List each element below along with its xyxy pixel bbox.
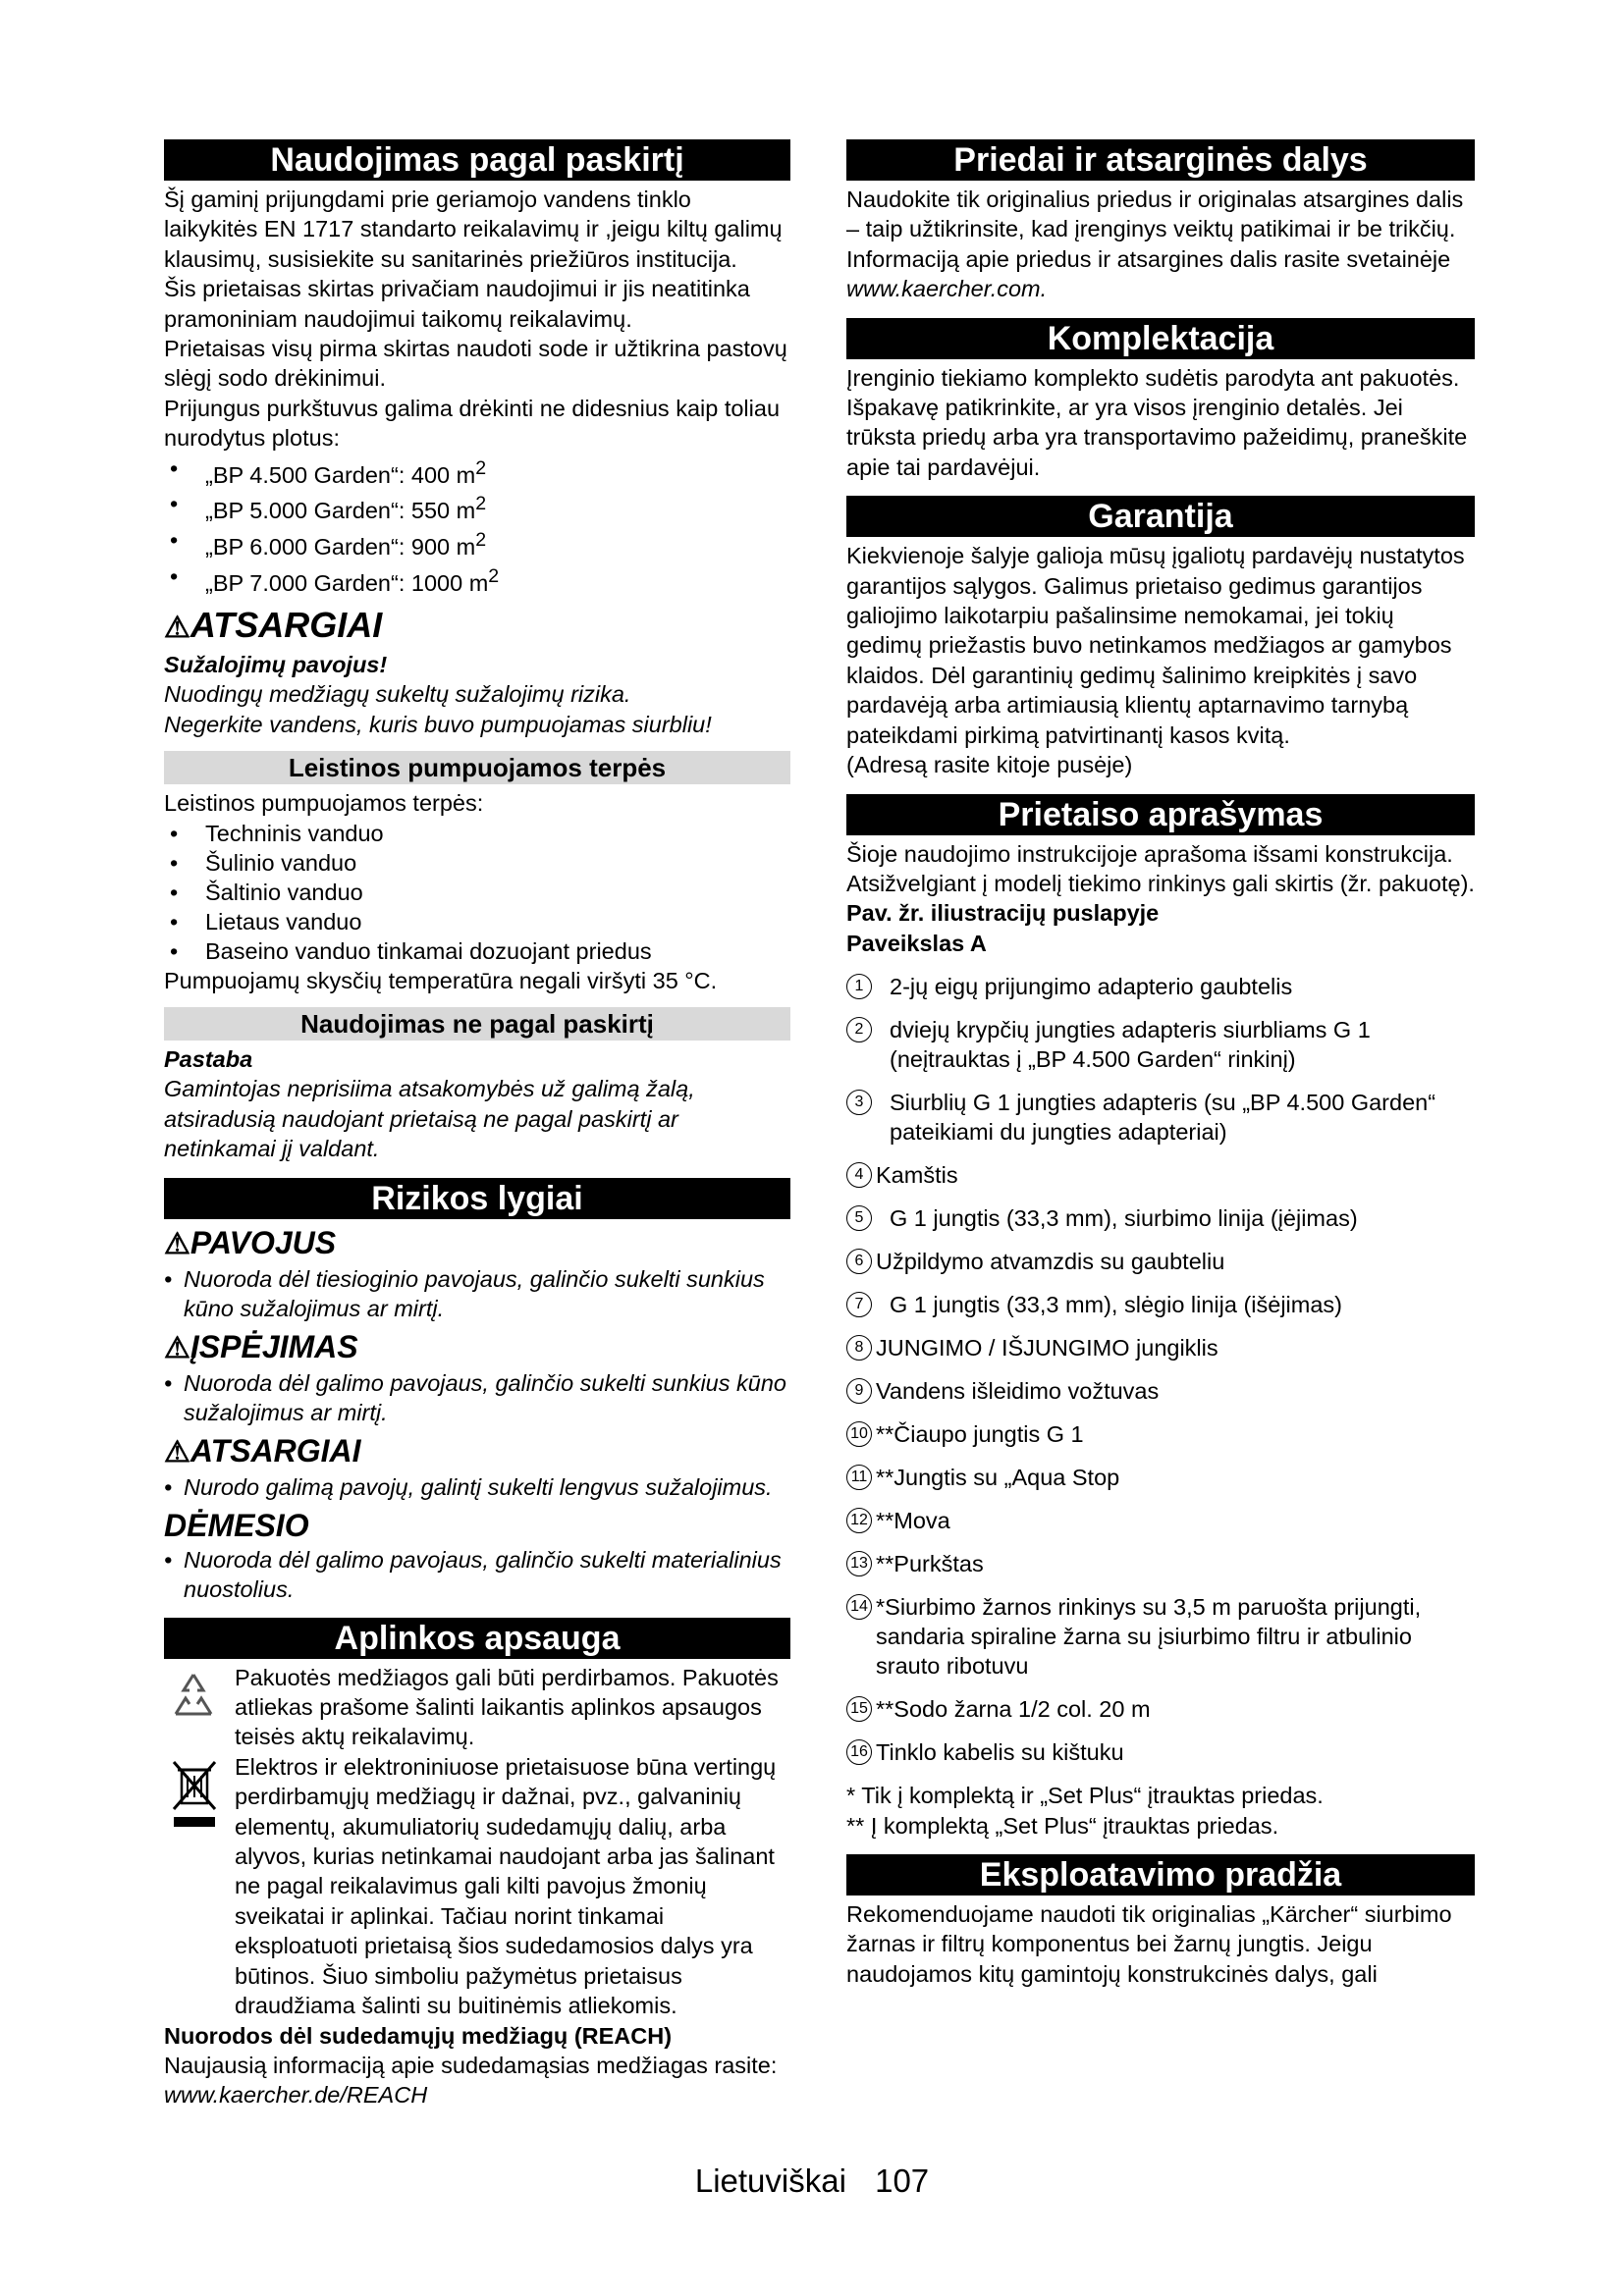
list-item: • „BP 7.000 Garden“: 1000 $m^2$ [164, 561, 790, 598]
website-link[interactable]: www.kaercher.com. [846, 276, 1048, 302]
list-item: 11 **Jungtis su „Aqua Stop [846, 1463, 1475, 1492]
list-item: • Lietaus vanduo [164, 907, 790, 936]
section-title-accessories: Priedai ir atsarginės dalys [846, 139, 1475, 181]
list-item: 10 **Čiaupo jungtis G 1 [846, 1419, 1475, 1449]
paragraph: Elektros ir elektroniniuose prietaisuose būna vertingų perdirbamųjų medžiagų ir dažnai, pvz., galvaninių elementų, akumuliatorių sudedamųjų dalių, arba alyvos, kurias netinkamai naudojant arba jas šalinant ne pagal reikalavimus gali kilti pavojus žmonių sveikatai ir aplinkai. Tačiau norint tinkamai eksploatuoti prietaisą šios sudedamosios dalys yra būtinos. Šiuo simboliu pažymėtus prietaisus draudžiama šalinti su buitinėmis atliekomis. [235, 1753, 777, 2019]
list-item: • Baseino vanduo tinkamai dozuojant priedus [164, 936, 790, 966]
caution-heading-2: ⚠ATSARGIAI [164, 1432, 361, 1468]
list-item: • Techninis vanduo [164, 819, 790, 848]
right-column [846, 139, 1475, 1989]
danger-heading: ⚠PAVOJUS [164, 1224, 337, 1260]
number-badge: 7 [846, 1292, 872, 1317]
paragraph: Pakuotės medžiagos gali būti perdirbamos. Pakuotės atliekas prašome šalinti laikantis aplinkos apsaugos teisės aktų reikalavimų. [235, 1664, 779, 1750]
section-title-risk-levels: Rizikos lygiai [164, 1178, 790, 1219]
paragraph: Informaciją apie priedus ir atsargines dalis rasite svetainėje www.kaercher.com. [846, 245, 1451, 302]
number-badge: 3 [846, 1090, 872, 1115]
footnote: * Tik į komplektą ir „Set Plus“ įtrauktas priedas. [846, 1783, 1324, 1809]
warning-triangle-icon: ⚠ [164, 611, 190, 644]
number-badge: 13 [846, 1551, 872, 1576]
list-item: 7 G 1 jungtis (33,3 mm), slėgio linija (išėjimas) [846, 1290, 1475, 1319]
paragraph: Šis prietaisas skirtas privačiam naudojimui ir jis neatitinka pramoniniam naudojimui taikomų reikalavimų. [164, 276, 750, 332]
list-item: • Nuoroda dėl galimo pavojaus, galinčio sukelti materialinius nuostolius. [164, 1545, 790, 1604]
left-column [164, 139, 790, 2110]
caution-text: Negerkite vandens, kuris buvo pumpuojamas siurbliu! [164, 711, 712, 737]
number-badge: 5 [846, 1205, 872, 1231]
number-badge: 15 [846, 1696, 872, 1722]
list-item: 15 **Sodo žarna 1/2 col. 20 m [846, 1694, 1475, 1724]
list-item: • Šaltinio vanduo [164, 878, 790, 907]
paragraph: Pumpuojamų skysčių temperatūra negali viršyti 35 °C. [164, 967, 718, 993]
note-label: Pastaba [164, 1046, 253, 1072]
paragraph: Šioje naudojimo instrukcijoje aprašoma išsami konstrukcija. Atsižvelgiant į modelį tiekimo rinkinys gali skirtis (žr. pakuotę). [846, 840, 1475, 896]
recycling-icon [164, 1667, 223, 1726]
list-item: 4 Kamštis [846, 1160, 1475, 1190]
media-list [164, 819, 790, 966]
number-badge: 11 [846, 1465, 872, 1490]
section-title-scope-of-delivery: Komplektacija [846, 318, 1475, 359]
page-footer [0, 2163, 1624, 2200]
list-item: • „BP 6.000 Garden“: 900 $m^2$ [164, 525, 790, 561]
danger-list [164, 1264, 790, 1323]
list-item: 13 **Purkštas [846, 1549, 1475, 1578]
list-item: 14 *Siurbimo žarnos rinkinys su 3,5 m paruošta prijungti, sandaria spiraline žarna su įsiurbimo filtru ir atbulinio srauto ribotuvu [846, 1592, 1475, 1681]
list-item: • Nurodo galimą pavojų, galintį sukelti lengvus sužalojimus. [164, 1472, 790, 1502]
section-title-misuse: Naudojimas ne pagal paskirtį [164, 1007, 790, 1041]
section-title-warranty: Garantija [846, 496, 1475, 537]
paragraph: Rekomenduojame naudoti tik originalias „Kärcher“ siurbimo žarnas ir filtrų komponentus bei žarnų jungtis. Jeigu naudojamos kitų gamintojų konstrukcinės dalys, gali [846, 1900, 1452, 1987]
number-badge: 12 [846, 1508, 872, 1533]
section-title-description: Prietaiso aprašymas [846, 794, 1475, 835]
list-item: 1 2-jų eigų prijungimo adapterio gaubtelis [846, 972, 1475, 1001]
list-item: 8 JUNGIMO / IŠJUNGIMO jungiklis [846, 1333, 1475, 1362]
warning-triangle-icon: ⚠ [164, 1435, 190, 1468]
recycling-row [164, 1663, 790, 1752]
caution-text: Nuodingų medžiagų sukeltų sužalojimų rizika. [164, 681, 631, 708]
list-item: 2 dviejų krypčių jungties adapteris siurbliams G 1 (neįtrauktas į „BP 4.500 Garden“ rinkinį) [846, 1015, 1475, 1074]
paragraph: Naudokite tik originalius priedus ir originalas atsargines dalis – taip užtikrinsite, kad įrenginys veiktų patikimai ir be trikčių. [846, 187, 1464, 242]
reach-title: Nuorodos dėl sudedamųjų medžiagų (REACH) [164, 2022, 673, 2049]
list-item: • Nuoroda dėl galimo pavojaus, galinčio sukelti sunkius kūno sužalojimus ar mirtį. [164, 1368, 790, 1427]
footer-language: Lietuviškai [694, 2163, 846, 2199]
section-title-intended-use: Naudojimas pagal paskirtį [164, 139, 790, 181]
number-badge: 8 [846, 1335, 872, 1361]
attention-heading: DĖMESIO [164, 1507, 309, 1543]
section-title-environment: Aplinkos apsauga [164, 1618, 790, 1659]
page-number: 107 [875, 2163, 930, 2199]
section-title-start-up: Eksploatavimo pradžia [846, 1854, 1475, 1896]
number-badge: 14 [846, 1594, 872, 1620]
paragraph: Prietaisas visų pirma skirtas naudoti sode ir užtikrina pastovų slėgį sodo drėkinimui. [164, 336, 787, 392]
paragraph: (Adresą rasite kitoje pusėje) [846, 752, 1133, 778]
number-badge: 6 [846, 1249, 872, 1274]
list-item: 12 **Mova [846, 1506, 1475, 1535]
list-item: • „BP 4.500 Garden“: 400 $m^2$ [164, 454, 790, 490]
list-item: 16 Tinklo kabelis su kištuku [846, 1737, 1475, 1767]
figure-reference: Paveikslas A [846, 930, 987, 956]
list-item: 6 Užpildymo atvamzdis su gaubteliu [846, 1247, 1475, 1276]
number-badge: 16 [846, 1739, 872, 1765]
footnote: ** Į komplektą „Set Plus“ įtrauktas priedas. [846, 1812, 1279, 1839]
list-item: 9 Vandens išleidimo vožtuvas [846, 1376, 1475, 1406]
area-list [164, 454, 790, 598]
warning-triangle-icon: ⚠ [164, 1331, 190, 1364]
warning-triangle-icon: ⚠ [164, 1227, 190, 1260]
note-text: Gamintojas neprisiima atsakomybės už galimą žalą, atsiradusią naudojant prietaisą ne pagal paskirtį ar netinkamai jį valdant. [164, 1076, 695, 1162]
warning-heading: ⚠ĮSPĖJIMAS [164, 1328, 358, 1364]
weee-row [164, 1752, 790, 2021]
number-badge: 2 [846, 1017, 872, 1042]
number-badge: 10 [846, 1421, 872, 1447]
caution-subtitle: Sužalojimų pavojus! [164, 651, 388, 677]
paragraph: Kiekvienoje šalyje galioja mūsų įgaliotų pardavėjų nustatytos garantijos sąlygos. Galimus prietaiso gedimus garantijos galiojimo laikotarpiu pašalinsime nemokamai, jei tokių gedimų priežastis buvo netinkamos medžiagos ar gamybos klaidos. Dėl garantinių gedimų šalinimo kreipkitės į savo pardavėją arba artimiausią klientų aptarnavimo tarnybą pateikdami pirkimą patvirtinantį kasos kvitą. [846, 543, 1465, 748]
attention-list [164, 1545, 790, 1604]
warning-list [164, 1368, 790, 1427]
number-badge: 9 [846, 1378, 872, 1404]
figure-reference: Pav. žr. iliustracijų puslapyje [846, 900, 1160, 927]
paragraph: Įrenginio tiekiamo komplekto sudėtis parodyta ant pakuotės. Išpakavę patikrinkite, ar yra visos įrenginio detalės. Jei trūksta priedų arba yra transportavimo pažeidimų, praneškite apie tai pardavėjui. [846, 364, 1468, 480]
list-item: • „BP 5.000 Garden“: 550 $m^2$ [164, 489, 790, 525]
parts-list [846, 972, 1475, 1767]
section-title-media: Leistinos pumpuojamos terpės [164, 751, 790, 784]
paragraph: Leistinos pumpuojamos terpės: [164, 790, 484, 817]
list-item: 3 Siurblių G 1 jungties adapteris (su „BP 4.500 Garden“ pateikiami du jungties adapteriai) [846, 1088, 1475, 1147]
number-badge: 4 [846, 1162, 872, 1188]
paragraph: Prijungus purkštuvus galima drėkinti ne didesnius kaip toliau nurodytus plotus: [164, 395, 781, 452]
list-item: • Šulinio vanduo [164, 848, 790, 878]
reach-text: Naujausią informaciją apie sudedamąsias medžiagas rasite: www.kaercher.de/REACH [164, 2052, 778, 2109]
number-badge: 1 [846, 974, 872, 999]
list-item: 5 G 1 jungtis (33,3 mm), siurbimo linija (įėjimas) [846, 1203, 1475, 1233]
reach-link[interactable]: www.kaercher.de/REACH [164, 2082, 428, 2109]
caution-heading: ⚠ATSARGIAI [164, 604, 383, 645]
caution-list [164, 1472, 790, 1502]
crossed-bin-icon [164, 1756, 223, 1835]
list-item: • Nuoroda dėl tiesioginio pavojaus, galinčio sukelti sunkius kūno sužalojimus ar mirtį. [164, 1264, 790, 1323]
paragraph: Šį gaminį prijungdami prie geriamojo vandens tinklo laikykitės EN 1717 standarto reikalavimų ir ,jeigu kiltų galimų klausimų, susisiekite su sanitarinės priežiūros institucija. [164, 187, 783, 272]
